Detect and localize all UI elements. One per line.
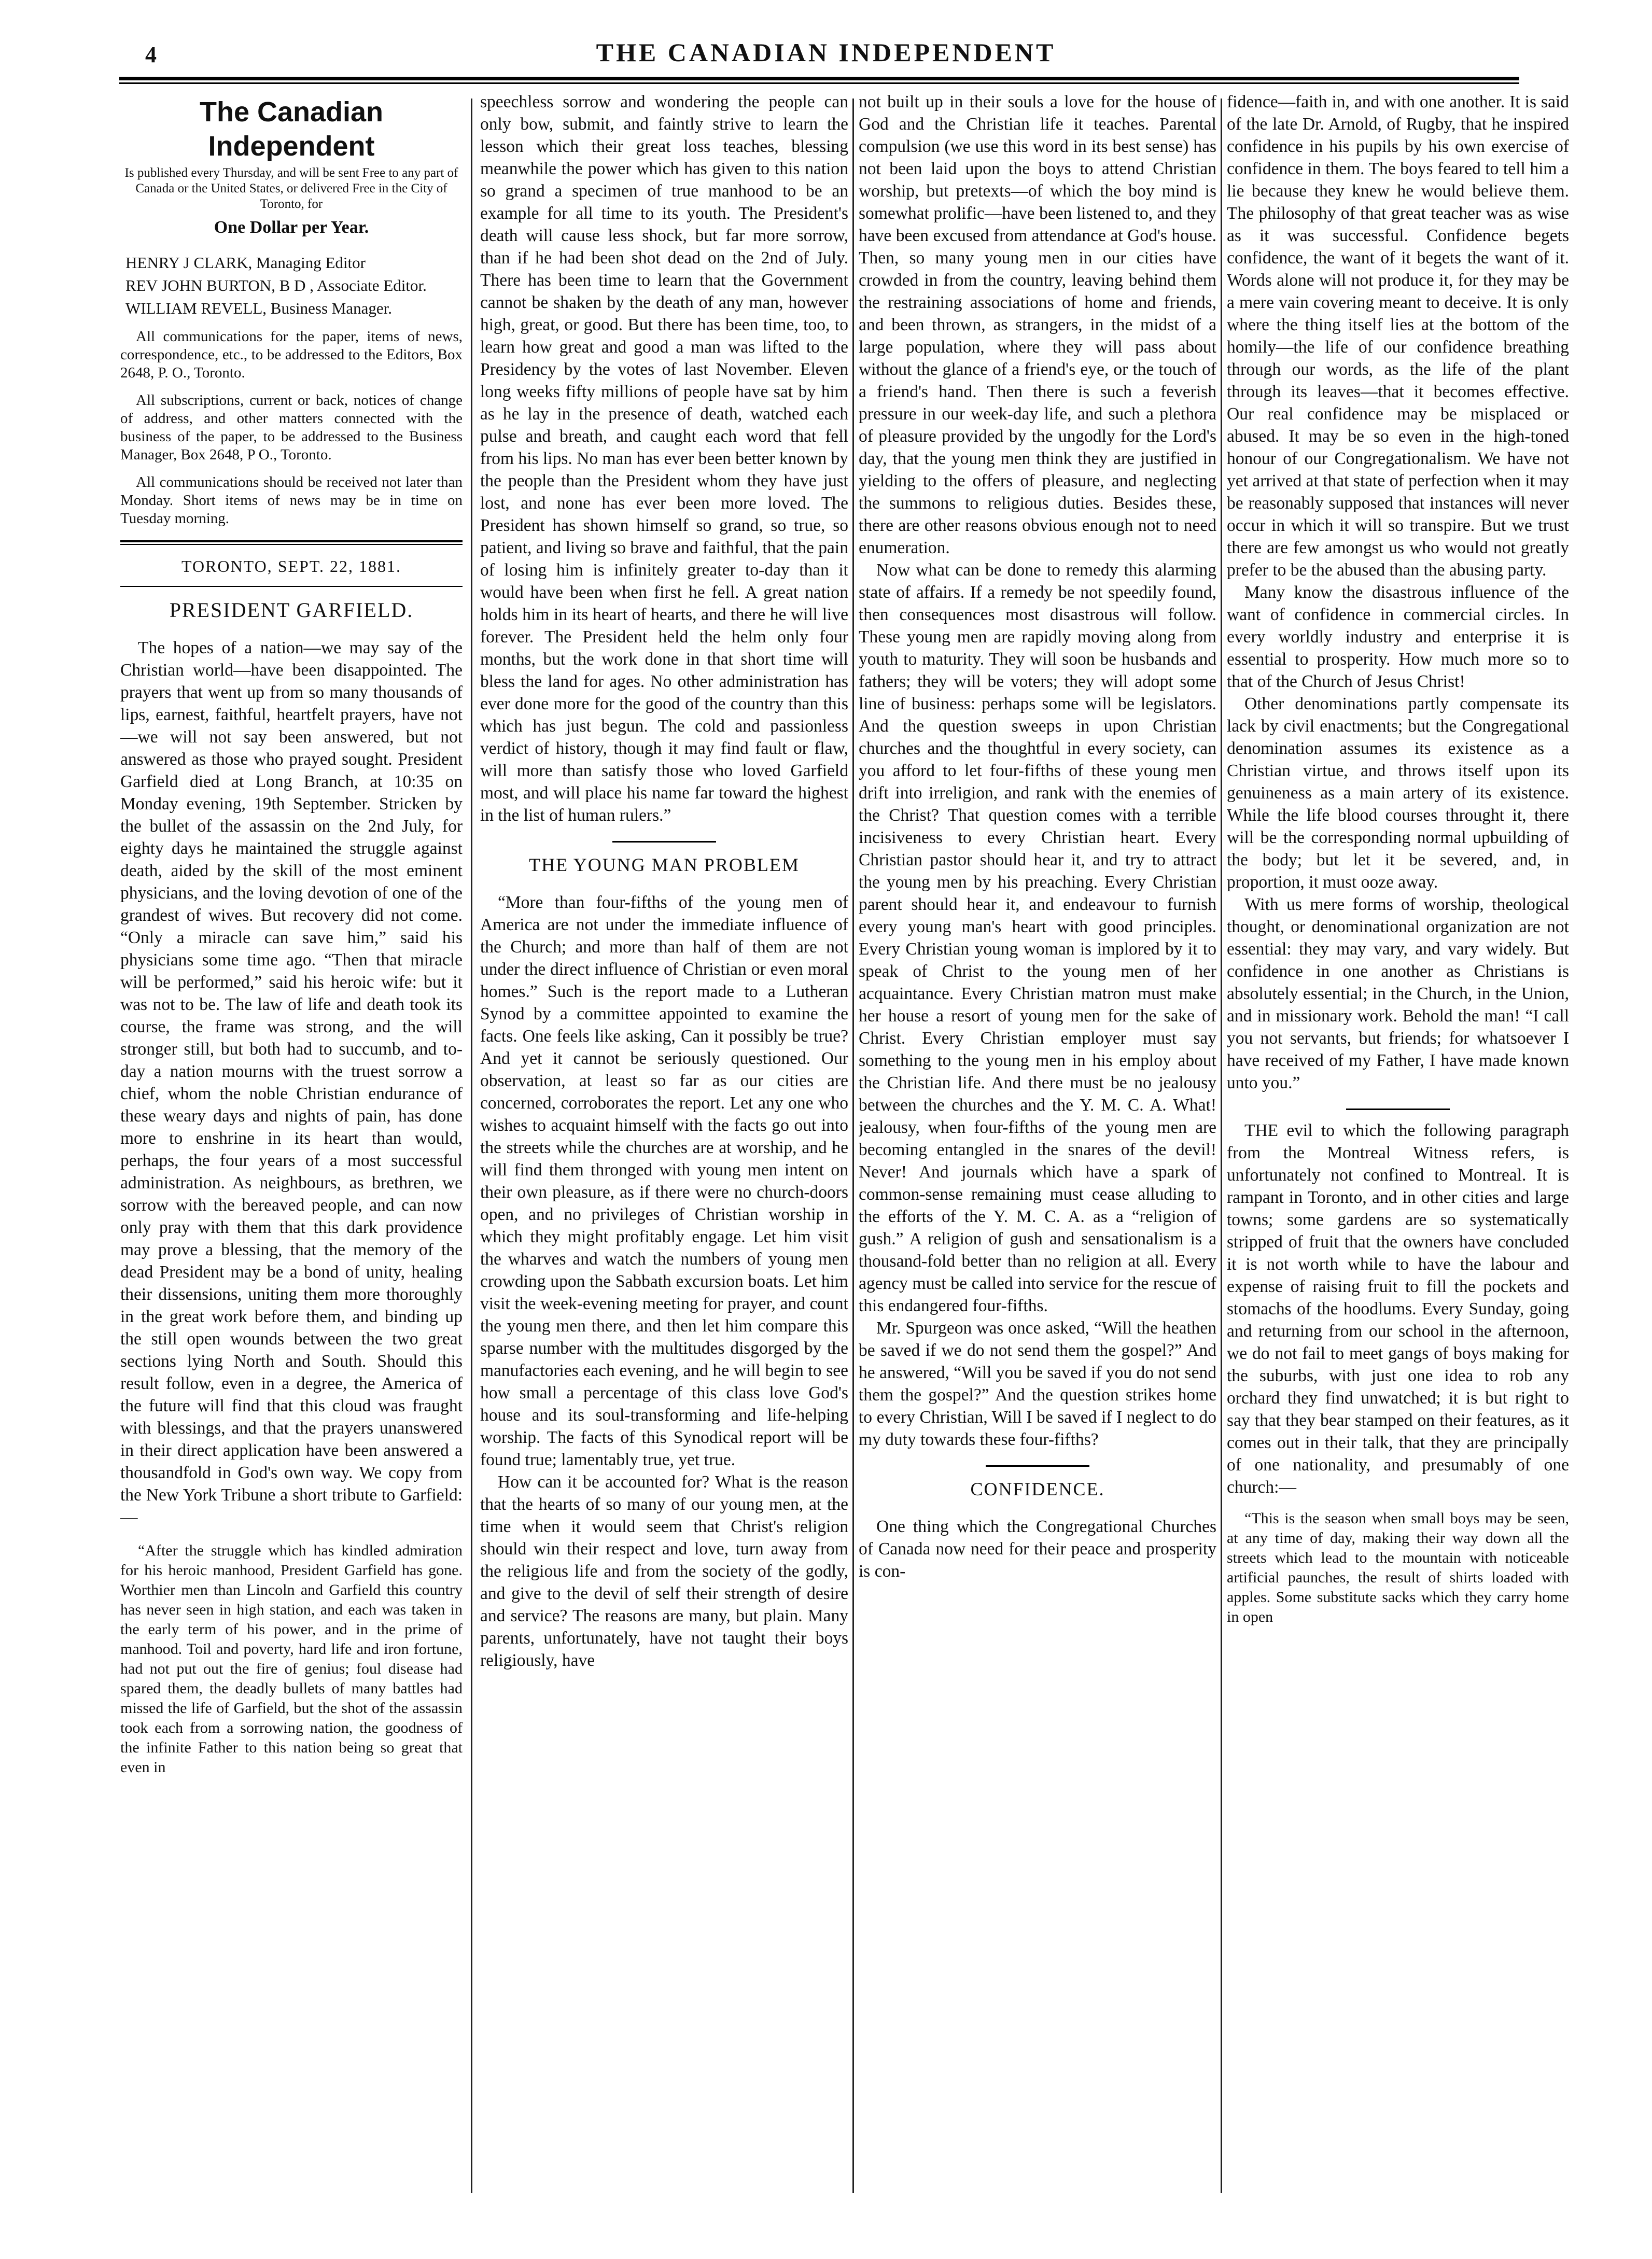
dateline: TORONTO, SEPT. 22, 1881.	[181, 557, 402, 576]
notice: All communications should be received not later than Monday. Short items of news may be in time on Tuesday morning.	[120, 474, 463, 527]
column-2	[480, 91, 848, 2191]
section-rule	[1346, 1109, 1450, 1110]
section-rule	[986, 1465, 1089, 1467]
article-heading: CONFIDENCE.	[970, 1479, 1105, 1499]
quote-continuation: speechless sorrow and wondering the people can only bow, submit, and faintly strive to learn the lesson which their great loss teaches, blessing meanwhile the power which has given to this nation so grand a specimen of true manhood to be an example for all time to its youth. The President's death will cause less shock, but far more sorrow, than if he had been shot dead on the 2nd of July. There has been time to learn that the Government cannot be shaken by the death of any man, however high, great, or good. But there has been time, too, to learn how great and good a man was lifted to the Presidency by the votes of last November. Eleven long weeks fifty millions of people have sat by him as he lay in the presence of death, watched each pulse and breath, and caught each word that fell from his lips. No man has ever been better known by the people than the President whom they have just lost, and none has ever been more loved. The President has shown himself so grand, so true, so patient, and living so brave and faithful, that the pain of losing him is infinitely greater to-day than it would have been when first he fell. A great nation holds him in its heart of hearts, and there he will live forever. The President held the helm only four months, but the work done in that short time will bless the land for ages. No other administration has ever done more for the good of the country than this which has just begun. The cold and passionless verdict of history, though it may find fault or flaw, will more than satisfy those who loved Garfield most, and will place his name far toward the highest in the list of human rulers.”	[480, 92, 848, 825]
section-rule	[120, 586, 463, 587]
article-paragraph: With us mere forms of worship, theological thought, or denominational organization are not essential: they may vary, and vary widely. But confidence in one another as Christians is absolutely essential; in the Church, in the Union, and in missionary work. Behold the man! “I call you not servants, but friends; for whatsoever I have received of my Father, I have made known unto you.”	[1227, 895, 1569, 1092]
column-1	[120, 91, 463, 2191]
publication-note: Is published every Thursday, and will be sent Free to any part of Canada or the United States, or delivered Free in the City of Toronto, for	[124, 166, 458, 211]
article-paragraph: The hopes of a nation—we may say of the Christian world—have been disappointed. The prayers that went up from so many thousands of lips, earnest, faithful, heartfelt prayers, have not—we will not say been answered, but not answered as those who prayed sought. President Garfield died at Long Branch, at 10:35 on Monday evening, 19th September. Stricken by the bullet of the assassin on the 2nd July, for eighty days he maintained the struggle against death, aided by the skill of the most eminent physicians, and the loving devotion of one of the grandest of wives. But recovery did not come. “Only a miracle can save him,” said his physicians some time ago. “Then that miracle will be performed,” said his heroic wife: but it was not to be. The law of life and death took its course, the frame was strong, and the will stronger still, but both had to succumb, and to-day a nation mourns with the truest sorrow a chief, whom the noble Christian endurance of these weary days and nights of pain, has done more to enshrine in its heart than would, perhaps, the four years of a most successful administration. As neighbours, as brethren, we sorrow with the bereaved people, and can now only pray with them that this dark providence may prove a blessing, that the memory of the dead President may be a bond of unity, healing their dissensions, uniting them more thoroughly in the great work before them, and binding up the still open wounds between the two great sections lying North and South. Should this result follow, even in a degree, the America of the future will find that this cloud was fraught with blessings, and that the prayers unanswered in their direct application have been answered a thousandfold in God's own way. We copy from the New York Tribune a short tribute to Garfield:—	[120, 638, 463, 1527]
article-paragraph: not built up in their souls a love for the house of God and the Christian life it teaches. Parental compulsion (we use this word in its best sense) has not been laid upon the boys to attend Christian worship, but pretexts—of which the boy mind is somewhat prolific—have been listened to, and they have been excused from attendance at God's house. Then, so many young men in our cities have crowded in from the country, leaving behind them the restraining associations of home and friends, and been thrown, as strangers, in the midst of a large population, where they will pass about without the glance of a friend's eye, or the touch of a friend's hand. Then there is such a feverish pressure in our week-day life, and such a plethora of pleasure provided by the ungodly for the Lord's day, that the young men think they are justified in yielding to the offers of pleasure, and neglecting the summons to religious duties. Besides these, there are other reasons obvious enough not to need enumeration.	[859, 92, 1216, 557]
staff-line: WILLIAM REVELL, Business Manager.	[125, 299, 392, 317]
article-paragraph: fidence—faith in, and with one another. It is said of the late Dr. Arnold, of Rugby, that he inspired confidence in his pupils by his own exercise of confidence in them. The boys feared to tell him a lie because they knew he would believe them. The philosophy of that great teacher was as wise as it was successful. Confidence begets confidence, the want of it begets the want of it. Words alone will not produce it, for they may be a mere vain covering meant to deceive. It is only where the thing itself lies at the bottom of the homily—the life of our confidence breathing through our words, as the life of the plant through its leaves—that it becomes effective. Our real confidence may be misplaced or abused. It may be so even in the high-toned honour of our Congregationalism. We have not yet arrived at that state of perfection when it may be reasonably supposed that instances will never occur in which it will so transpire. But we trust there are few amongst us who would not greatly prefer to be the abused than the abusing party.	[1227, 92, 1569, 580]
header-rule	[119, 77, 1519, 84]
column-3	[859, 91, 1216, 2191]
column-rule	[852, 99, 854, 2193]
article-paragraph: Other denominations partly compensate its lack by civil enactments; but the Congregational denomination assumes its existence as a Christian virtue, and throws itself upon its genuineness as a main artery of its existence. While the life blood courses throught it, there will be the corresponding normal upbuilding of the body; but let it be severed, and, in proportion, it must ooze away.	[1227, 694, 1569, 892]
notice: All communications for the paper, items of news, correspondence, etc., to be addressed to the Editors, Box 2648, P. O., Toronto.	[120, 328, 463, 381]
article-paragraph: Mr. Spurgeon was once asked, “Will the heathen be saved if we do not send them the gospel?” And he answered, “Will you be saved if you do not send them the gospel?” And the question strikes home to every Christian, Will I be saved if I neglect to do my duty towards these four-fifths?	[859, 1318, 1216, 1449]
article-paragraph: THE evil to which the following paragraph from the Montreal Witness refers, is unfortunately not confined to Montreal. It is rampant in Toronto, and in other cities and large towns; some gardens are so systematically stripped of fruit that the owners have concluded it is not worth while to have the labour and expense of raising fruit to fill the pockets and stomachs of the hoodlums. Every Sunday, going and returning from our school in the afternoon, we do not fail to meet gangs of boys making for the suburbs, with just one idea to rob any orchard they find unwatched; it is but right to say that they bear stamped on their features, as it comes out in their talk, that they are principally of one nationality, and presumably of one church:—	[1227, 1121, 1569, 1497]
column-rule	[1221, 99, 1222, 2193]
column-4	[1227, 91, 1569, 2191]
article-paragraph: How can it be accounted for? What is the reason that the hearts of so many of our young men, at the time when it would seem that Christ's religion should win their respect and love, turn away from the religious life and from the society of the godly, and give to the devil of self their strength of desire and service? The reasons are many, but plain. Many parents, unfortunately, have not taught their boys religiously, have	[480, 1472, 848, 1670]
column-rule	[471, 99, 472, 2193]
masthead: The Canadian Independent	[199, 96, 384, 162]
article-paragraph: Now what can be done to remedy this alarming state of affairs. If a remedy be not speedily found, then consequences most disastrous will follow. These young men are rapidly moving along from youth to maturity. They will soon be husbands and fathers; they will be voters; they will adopt some line of business: perhaps some will be legislators. And the question sweeps in upon Christian churches and the thoughtful in every society, can you afford to let four-fifths of these young men drift into irreligion, and rank with the enemies of the Christ? That question comes with a terrible incisiveness to every Christian heart. Every Christian pastor should hear it, and try to attract the young men by his preaching. Every Christian parent should hear it, and endeavour to furnish every young man's heart with good principles. Every Christian young woman is implored by it to speak of Christ to the young men of her acquaintance. Every Christian matron must make her house a resort of young men for the sake of Christ. Every Christian employer must say something to the young men in his employ about the Christian life. And there must be no jealousy between the churches and the Y. M. C. A. What! jealousy, when four-fifths of the young men are becoming entangled in the snares of the devil! Never! And journals which have a spark of common-sense remaining must cease alluding to the efforts of the Y. M. C. A. as a “religion of gush.” A religion of gush and sensationalism is a thousand-fold better than no religion at all. Every agency must be called into service for the rescue of this endangered four-fifths.	[859, 560, 1216, 1315]
article-paragraph: “More than four-fifths of the young men of America are not under the immediate influence of the Church; and more than half of them are not under the direct influence of Christian or even moral homes.” Such is the report made to a Lutheran Synod by a committee appointed to examine the facts. One feels like asking, Can it possibly be true? And yet it cannot be seriously questioned. Our observation, at least so far as our cities are concerned, corroborates the report. Let any one who wishes to acquaint himself with the facts go out into the streets while the churches are at worship, and he will find them thronged with young men intent on their own pleasure, as if there were no church-doors open, and no privileges of Christian worship in which they might profitably engage. Let him visit the wharves and watch the numbers of young men crowding upon the Sabbath excursion boats. Let him visit the week-evening meeting for prayer, and count the young men there, and then let him compare this sparse number with the multitudes disgorged by the manufactories each evening, and he will begin to see how small a percentage of this class love God's house and its soul-transforming and life-helping worship. The facts of this Synodical report will be found true; lamentably true, yet true.	[480, 893, 848, 1469]
article-heading: THE YOUNG MAN PROBLEM	[529, 854, 800, 875]
page-number: 4	[145, 42, 157, 67]
article-paragraph: Many know the disastrous influence of the want of confidence in commercial circles. In every worldly industry and enterprise it is essential to prosperity. How much more so to that of the Church of Jesus Christ!	[1227, 583, 1569, 691]
article-heading: PRESIDENT GARFIELD.	[169, 598, 414, 622]
quoted-paragraph: “This is the season when small boys may be seen, at any time of day, making their way down all the streets which lead to the mountain with noticeable artificial paunches, the result of shirts loaded with apples. Some substitute sacks which they carry home in open	[1227, 1510, 1569, 1625]
section-rule	[120, 540, 463, 545]
running-head: THE CANADIAN INDEPENDENT	[596, 38, 1056, 67]
notice: All subscriptions, current or back, notices of change of address, and other matters connected with the business of the paper, to be addressed to the Business Manager, Box 2648, P O., Toronto.	[120, 392, 463, 463]
staff-line: HENRY J CLARK, Managing Editor	[125, 254, 366, 272]
quoted-tribute: “After the struggle which has kindled admiration for his heroic manhood, President Garfield has gone. Worthier men than Lincoln and Garfield this country has never seen in high station, and each was taken in the early term of his power, and in the prime of manhood. Toil and poverty, hard life and iron fortune, had not put out the fire of genius; foul disease had spared them, the deadly bullets of many battles had missed the life of Garfield, but the shot of the assassin took each from a sorrowing nation, the goodness of the infinite Father to this nation being so great that even in	[120, 1542, 463, 1776]
section-rule	[612, 841, 716, 843]
staff-line: REV JOHN BURTON, B D , Associate Editor.	[125, 276, 427, 294]
article-paragraph: One thing which the Congregational Churches of Canada now need for their peace and prosperity is con-	[859, 1517, 1216, 1581]
subscription-price: One Dollar per Year.	[214, 218, 369, 237]
